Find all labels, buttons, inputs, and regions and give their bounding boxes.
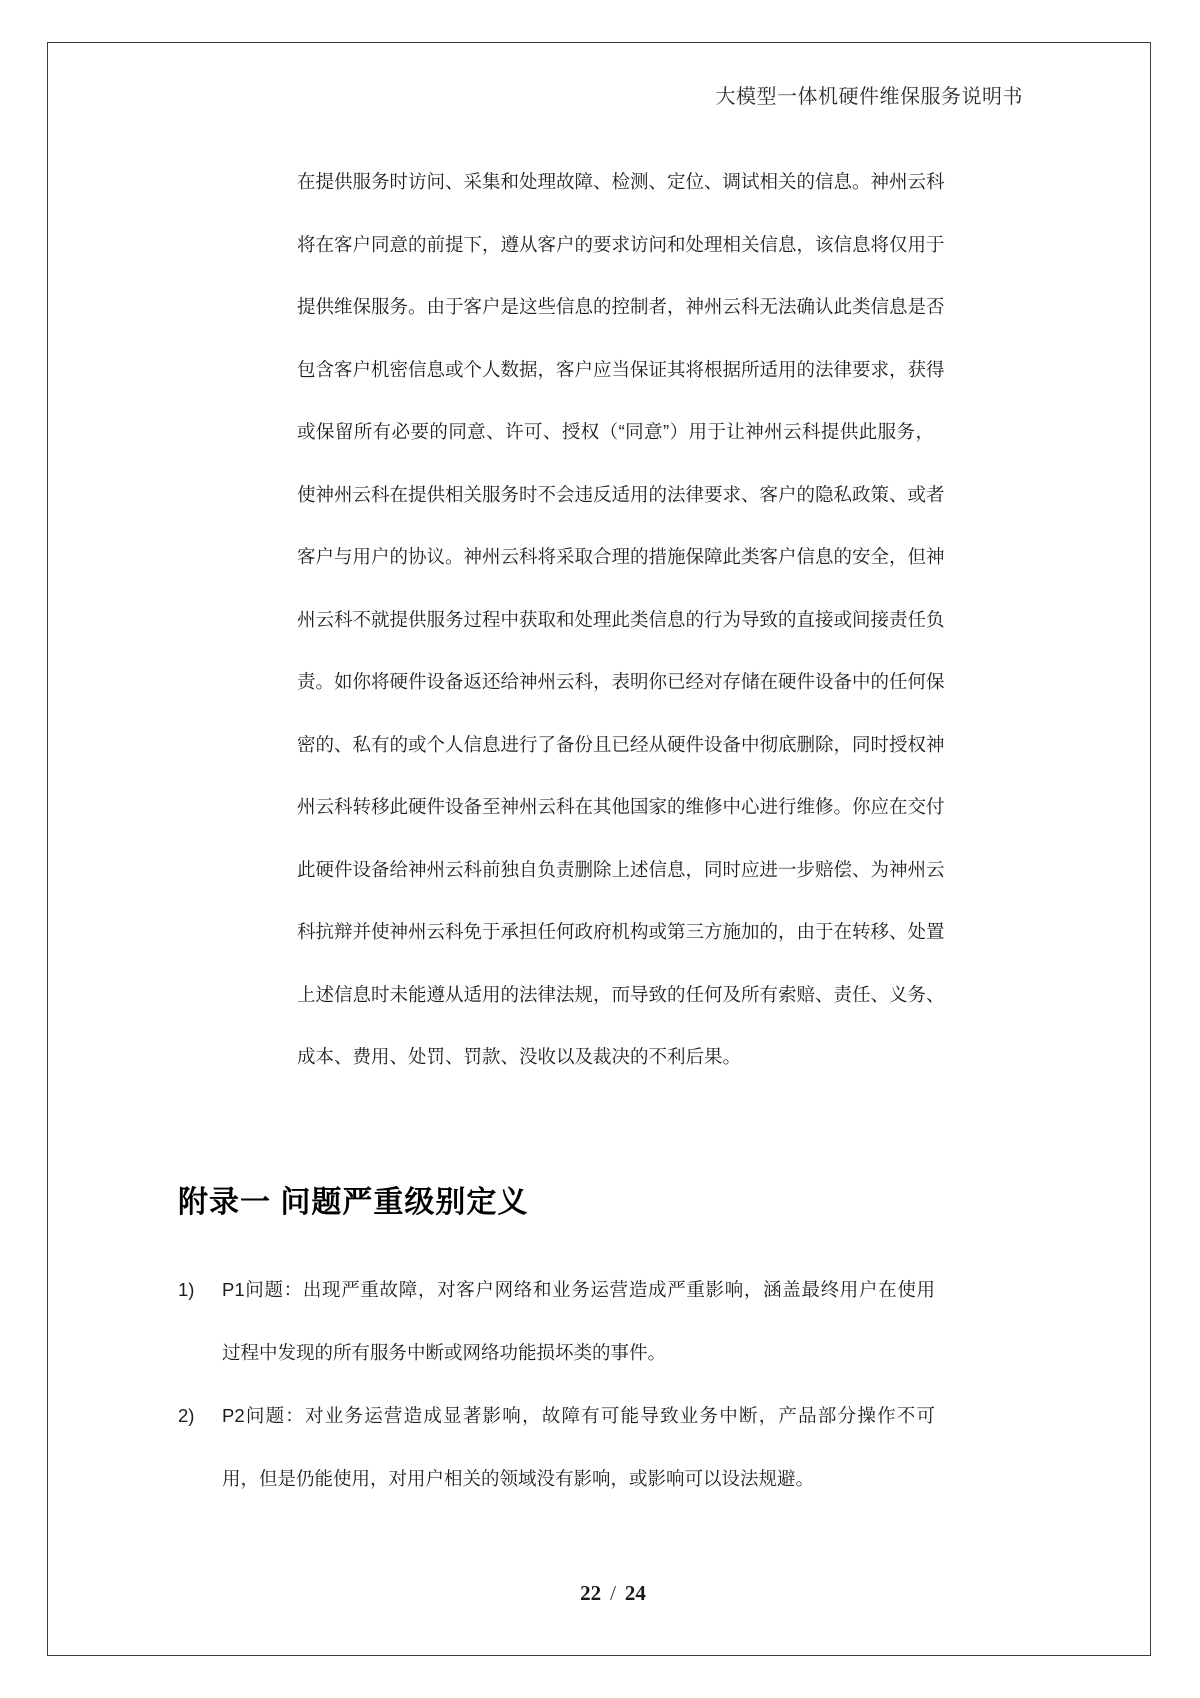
list-item-marker: 1) [178, 1279, 195, 1300]
paragraph-line: 密的、私有的或个人信息进行了备份且已经从硬件设备中彻底删除，同时授权神 [297, 733, 945, 755]
list-item-p1 [178, 1258, 935, 1384]
paragraph-line: 将在客户同意的前提下，遵从客户的要求访问和处理相关信息，该信息将仅用于 [297, 233, 945, 255]
page-number-footer [0, 1581, 1200, 1606]
paragraph-line: 科抗辩并使神州云科免于承担任何政府机构或第三方施加的，由于在转移、处置 [297, 921, 945, 942]
paragraph-line: 此硬件设备给神州云科前独自负责删除上述信息，同时应进一步赔偿、为神州云 [297, 858, 945, 880]
paragraph-line: 州云科转移此硬件设备至神州云科在其他国家的维修中心进行维修。你应在交付 [297, 796, 945, 817]
paragraph-line: 州云科不就提供服务过程中获取和处理此类信息的行为导致的直接或间接责任负 [297, 608, 945, 630]
body-paragraph [297, 151, 945, 1089]
paragraph-line: 提供维保服务。由于客户是这些信息的控制者，神州云科无法确认此类信息是否 [297, 296, 945, 317]
total-page-number: 24 [624, 1581, 646, 1605]
list-item-line: 用，但是仍能使用，对用户相关的领域没有影响，或影响可以设法规避。 [222, 1468, 815, 1489]
list-item-line: P2问题：对业务运营造成显著影响，故障有可能导致业务中断，产品部分操作不可 [222, 1405, 935, 1426]
severity-definition-list [178, 1258, 935, 1510]
paragraph-line: 上述信息时未能遵从适用的法律法规，而导致的任何及所有索赔、责任、义务、 [297, 983, 945, 1005]
paragraph-line: 责。如你将硬件设备返还给神州云科，表明你已经对存储在硬件设备中的任何保 [297, 671, 945, 692]
paragraph-line: 或保留所有必要的同意、许可、授权（“同意”）用于让神州云科提供此服务， [297, 421, 934, 442]
current-page-number: 22 [580, 1581, 602, 1605]
paragraph-line: 在提供服务时访问、采集和处理故障、检测、定位、调试相关的信息。神州云科 [297, 171, 945, 192]
document-header-title: 大模型一体机硬件维保服务说明书 [715, 86, 1023, 108]
list-item-line: P1问题：出现严重故障，对客户网络和业务运营造成严重影响，涵盖最终用户在使用 [222, 1279, 935, 1300]
list-item-marker: 2) [178, 1405, 195, 1426]
page-number-separator: / [610, 1581, 616, 1605]
paragraph-line: 成本、费用、处罚、罚款、没收以及裁决的不利后果。 [297, 1046, 742, 1067]
list-item-p2 [178, 1384, 935, 1510]
paragraph-line: 包含客户机密信息或个人数据，客户应当保证其将根据所适用的法律要求，获得 [297, 358, 945, 380]
list-item-line: 过程中发现的所有服务中断或网络功能损坏类的事件。 [222, 1342, 667, 1363]
paragraph-line: 使神州云科在提供相关服务时不会违反适用的法律要求、客户的隐私政策、或者 [297, 483, 945, 505]
appendix-heading: 附录一 问题严重级别定义 [178, 1186, 529, 1219]
paragraph-line: 客户与用户的协议。神州云科将采取合理的措施保障此类客户信息的安全，但神 [297, 546, 945, 567]
